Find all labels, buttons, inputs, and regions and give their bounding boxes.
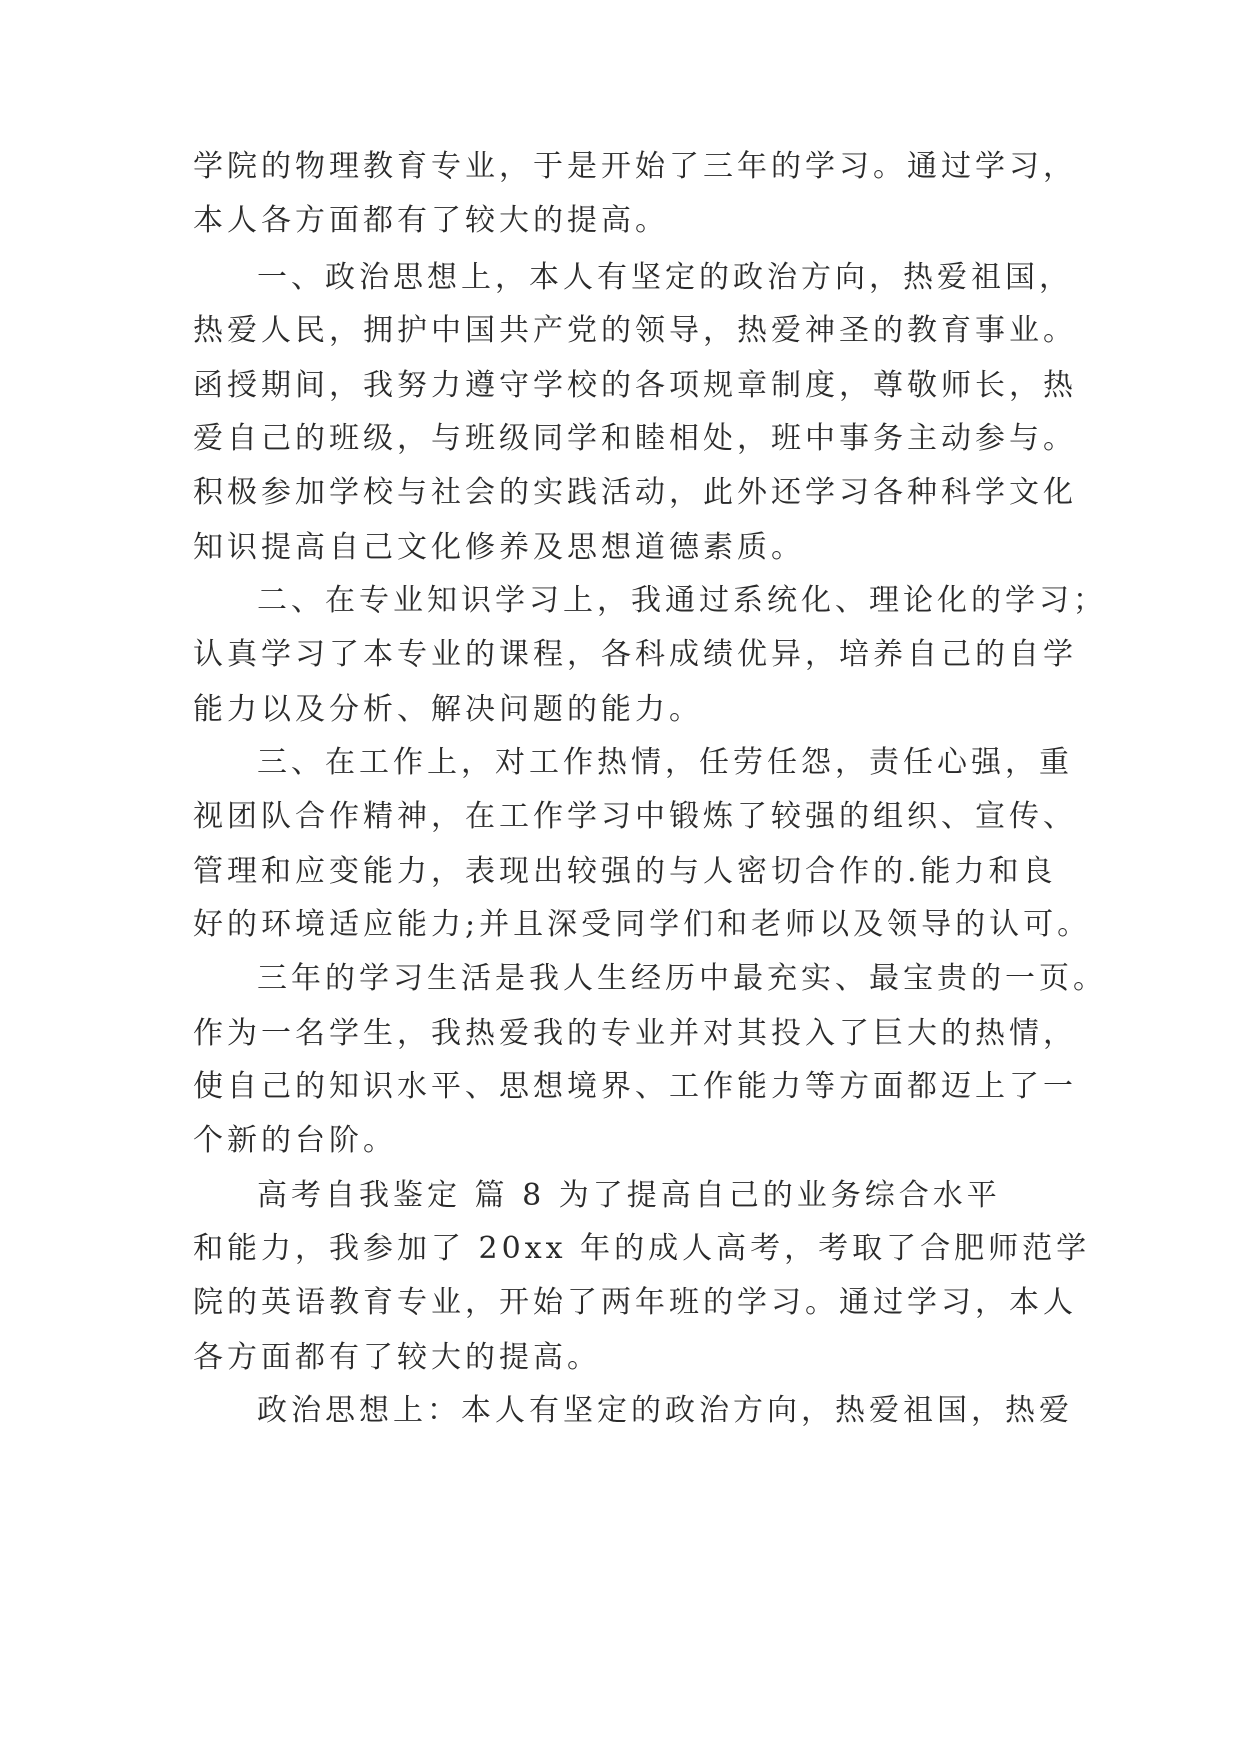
- text-line: 能力以及分析、解决问题的能力。: [193, 692, 703, 727]
- text-line: 视团队合作精神，在工作学习中锻炼了较强的组织、宣传、: [193, 799, 1077, 834]
- text-line: 本人各方面都有了较大的提高。: [193, 203, 669, 238]
- paragraph-start-line: 三年的学习生活是我人生经历中最充实、最宝贵的一页。: [257, 961, 1107, 996]
- text-line: 和能力，我参加了 20xx 年的成人高考，考取了合肥师范学: [193, 1231, 1091, 1266]
- text-line: 使自己的知识水平、思想境界、工作能力等方面都迈上了一: [193, 1069, 1077, 1104]
- text-line: 知识提高自己文化修养及思想道德素质。: [193, 530, 805, 565]
- text-line: 函授期间，我努力遵守学校的各项规章制度，尊敬师长，热: [193, 368, 1077, 403]
- paragraph-start-line: 二、在专业知识学习上，我通过系统化、理论化的学习；: [257, 583, 1107, 618]
- text-line: 积极参加学校与社会的实践活动，此外还学习各种科学文化: [193, 475, 1077, 510]
- text-line: 认真学习了本专业的课程，各科成绩优异，培养自己的自学: [193, 637, 1077, 672]
- paragraph-start-line: 一、政治思想上，本人有坚定的政治方向，热爱祖国，: [257, 260, 1073, 295]
- text-line: 好的环境适应能力;并且深受同学们和老师以及领导的认可。: [193, 907, 1092, 942]
- section-heading-line: 高考自我鉴定 篇 8 为了提高自己的业务综合水平: [257, 1178, 1001, 1213]
- text-line: 作为一名学生，我热爱我的专业并对其投入了巨大的热情，: [193, 1016, 1077, 1051]
- paragraph-start-line: 三、在工作上，对工作热情，任劳任怨，责任心强，重: [257, 745, 1073, 780]
- text-line: 管理和应变能力，表现出较强的与人密切合作的.能力和良: [193, 854, 1057, 889]
- paragraph-start-line: 政治思想上：本人有坚定的政治方向，热爱祖国，热爱: [257, 1393, 1073, 1428]
- text-line: 院的英语教育专业，开始了两年班的学习。通过学习，本人: [193, 1285, 1077, 1320]
- text-line: 爱自己的班级，与班级同学和睦相处，班中事务主动参与。: [193, 421, 1077, 456]
- text-line: 个新的台阶。: [193, 1123, 397, 1158]
- text-line: 各方面都有了较大的提高。: [193, 1340, 601, 1375]
- text-line: 学院的物理教育专业，于是开始了三年的学习。通过学习，: [193, 149, 1077, 184]
- text-line: 热爱人民，拥护中国共产党的领导，热爱神圣的教育事业。: [193, 313, 1077, 348]
